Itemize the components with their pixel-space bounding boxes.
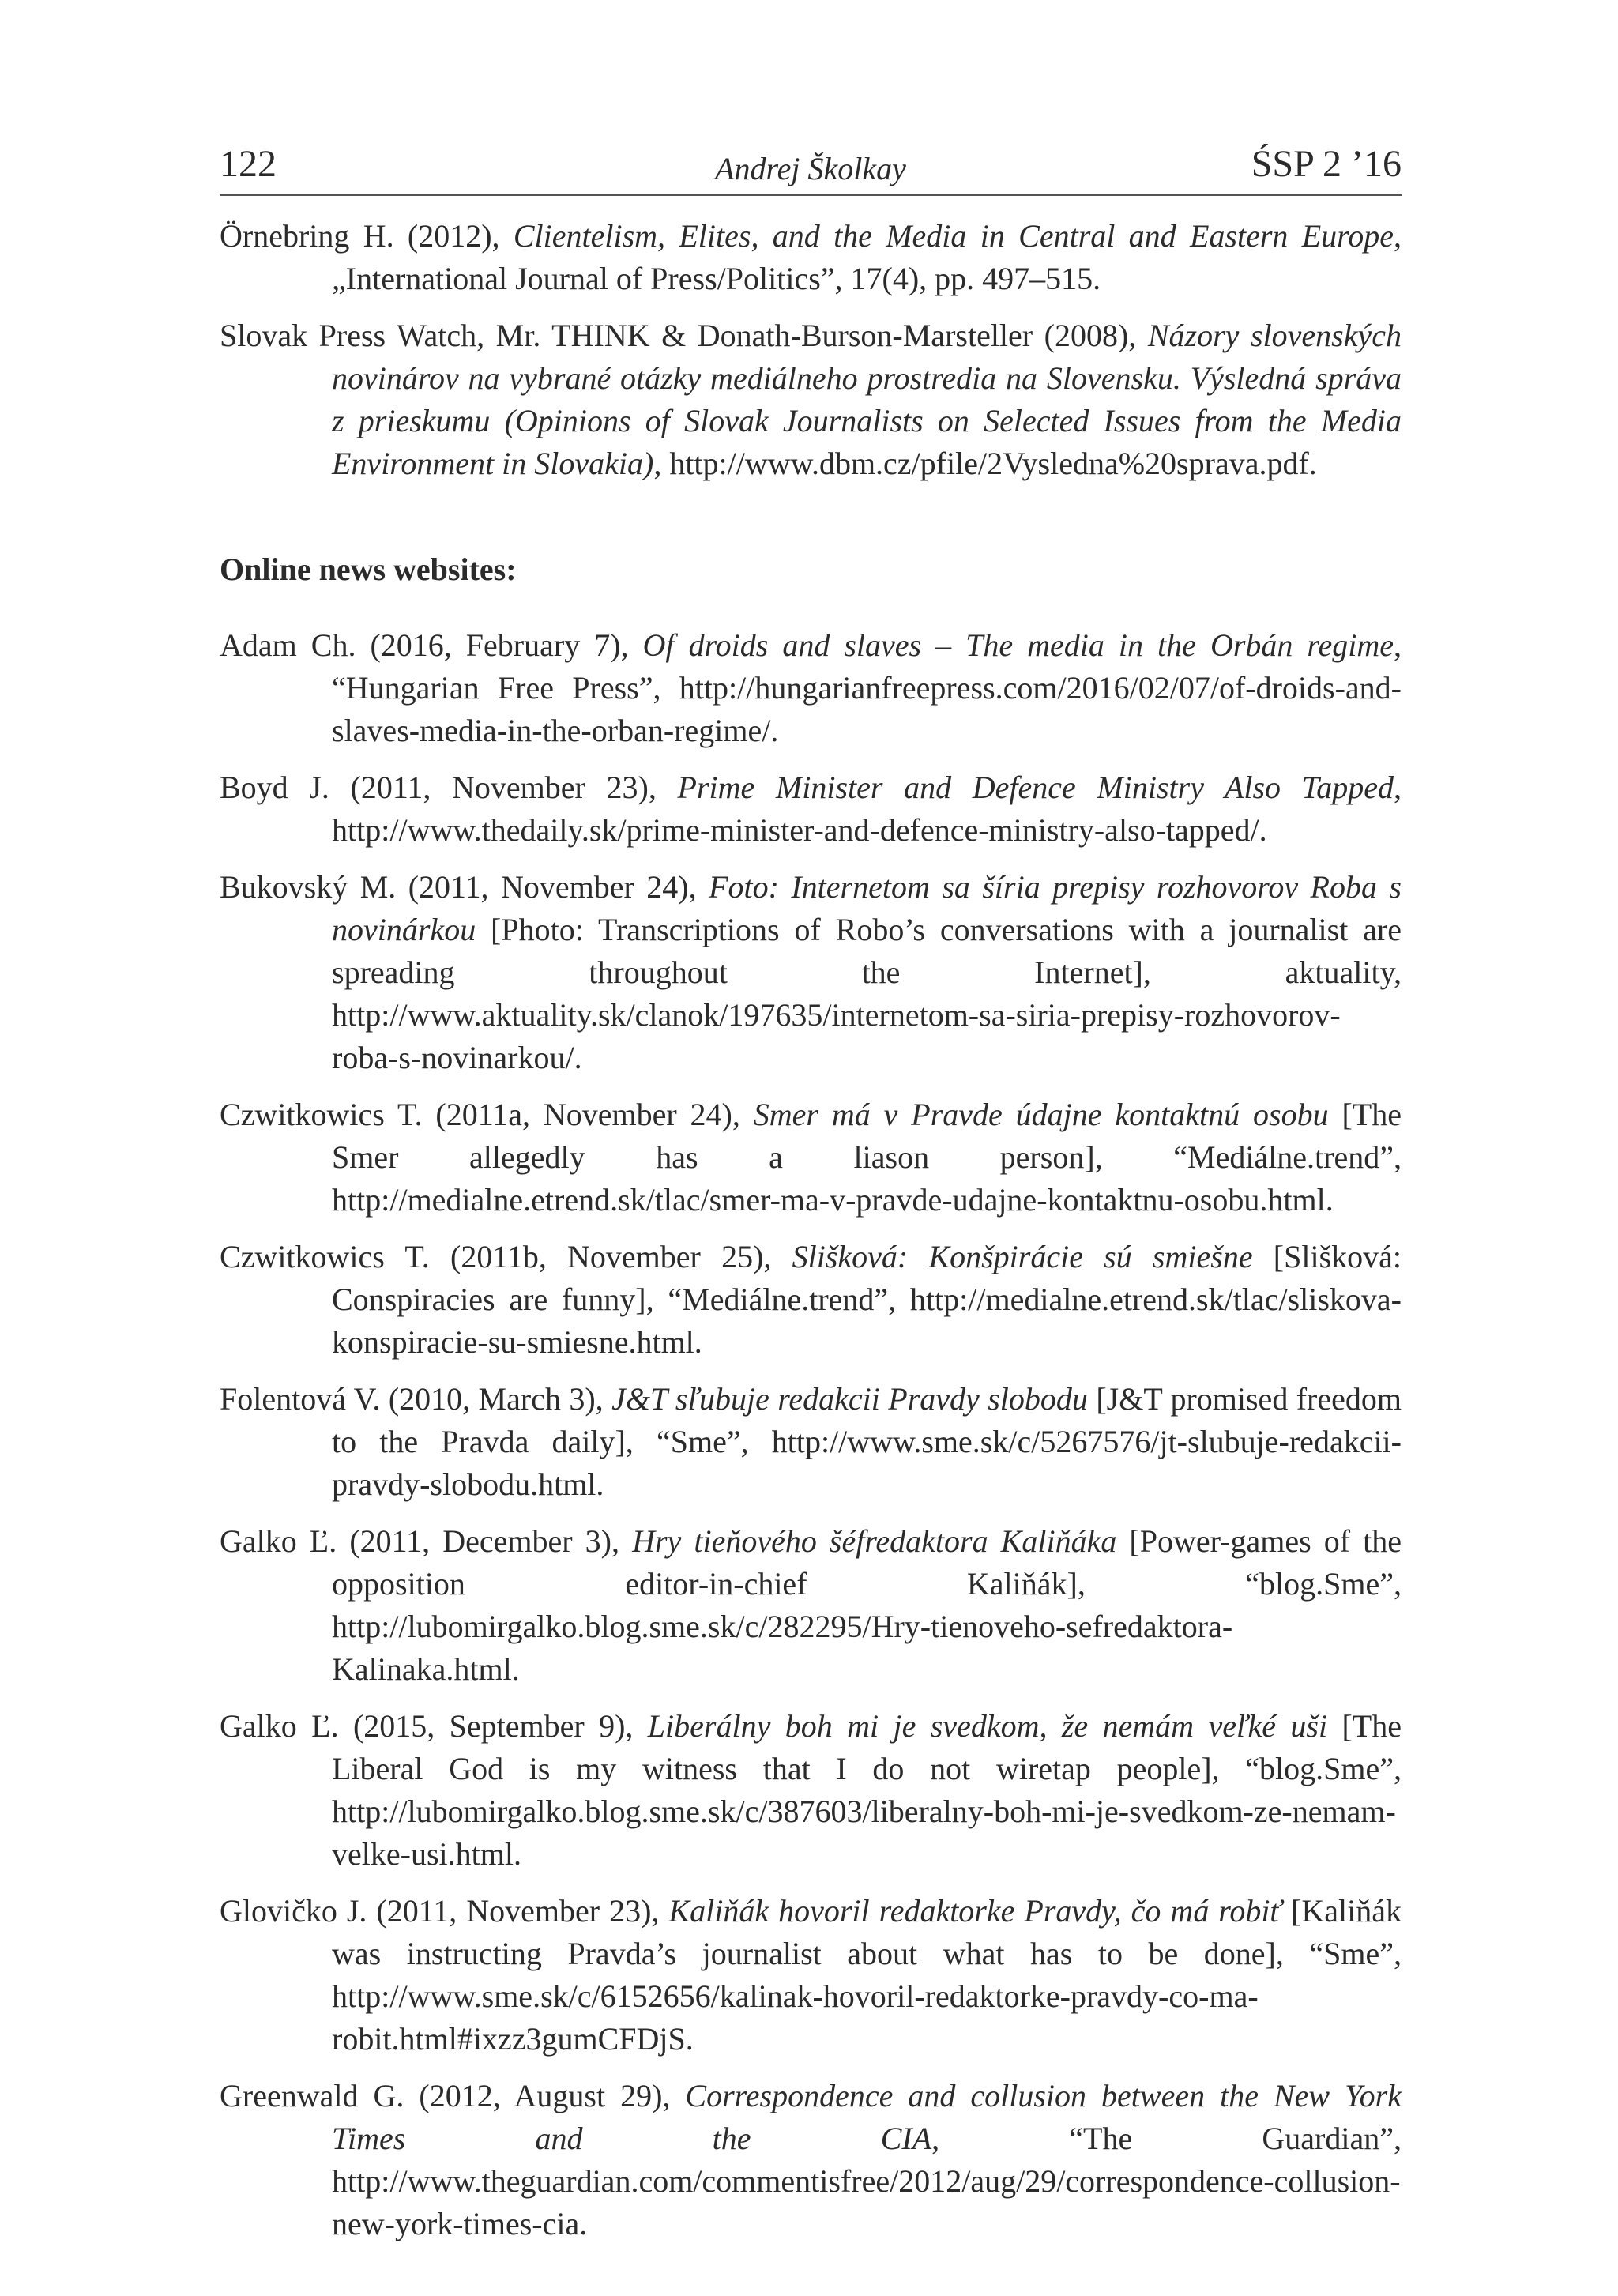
reference-title: Smer má v Pravde údajne kontaktnú osobu [753, 1097, 1329, 1132]
reference-details: [J&T promised freedom to the Pravda daily], “Sme”, http://www.sme.sk/c/5267576/jt-slubuje-redakcii-pravdy-slobodu.html. [332, 1381, 1402, 1502]
reference-details: [Power-games of the opposition editor-in-chief Kaliňák], “blog.Sme”, http://lubomirgalko.blog.sme.sk/c/282295/Hry-tienoveho-sefredaktora-Kalinaka.html. [332, 1523, 1402, 1687]
reference-author: Galko Ľ. (2015, September 9), [220, 1708, 648, 1744]
reference-item [220, 1378, 1402, 1506]
reference-item [220, 215, 1402, 300]
reference-author: Folentová V. (2010, March 3), [220, 1381, 612, 1417]
reference-author: Bukovský M. (2011, November 24), [220, 869, 709, 905]
reference-title: Clientelism, Elites, and the Media in Central and Eastern Europe [513, 218, 1394, 254]
reference-item [220, 1236, 1402, 1364]
reference-item [220, 1520, 1402, 1691]
reference-author: Czwitkowics T. (2011a, November 24), [220, 1097, 754, 1132]
reference-item [220, 866, 1402, 1079]
reference-details: , http://www.thedaily.sk/prime-minister-and-defence-ministry-also-tapped/. [332, 770, 1402, 848]
reference-item [220, 314, 1402, 485]
reference-item [220, 1890, 1402, 2061]
document-page [220, 142, 1402, 2260]
reference-author: Czwitkowics T. (2011b, November 25), [220, 1239, 792, 1274]
reference-details: , “The Guardian”, http://www.theguardian.com/commentisfree/2012/aug/29/correspondence-collusion-new-york-times-cia. [332, 2121, 1402, 2241]
reference-details: [Photo: Transcriptions of Robo’s conversations with a journalist are spreading throughout the Internet], aktuality, http://www.aktuality.sk/clanok/197635/internetom-sa-siria-prepisy-rozhovorov-roba-s-novinarkou/. [332, 912, 1402, 1075]
reference-title: Slišková: Konšpirácie sú smiešne [792, 1239, 1253, 1274]
reference-title: Liberálny boh mi je svedkom, že nemám veľké uši [647, 1708, 1328, 1744]
reference-item [220, 2075, 1402, 2245]
journal-issue-label: ŚSP 2 ’16 [1251, 143, 1402, 185]
reference-item [220, 766, 1402, 852]
reference-title: Prime Minister and Defence Ministry Also Tapped [677, 770, 1394, 805]
reference-details: , “Hungarian Free Press”, http://hungarianfreepress.com/2016/02/07/of-droids-and- slaves-media-in-the-orban-regime/. [332, 627, 1402, 748]
reference-author: Adam Ch. (2016, February 7), [220, 627, 643, 663]
reference-author: Boyd J. (2011, November 23), [220, 770, 678, 805]
reference-details: , http://www.dbm.cz/pfile/2Vysledna%20sprava.pdf. [653, 446, 1317, 481]
reference-details: [The Smer allegedly has a liason person], “Mediálne.trend”, http://medialne.etrend.sk/tlac/smer-ma-v-pravde-udajne-kontaktnu-osobu.html. [332, 1097, 1402, 1218]
reference-details: [The Liberal God is my witness that I do not wiretap people], “blog.Sme”, http://lubomirgalko.blog.sme.sk/c/387603/liberalny-boh-mi-je-svedkom-ze-nemam-velke-usi.html. [332, 1708, 1402, 1872]
reference-details: , „International Journal of Press/Politics”, 17(4), pp. 497–515. [332, 218, 1402, 296]
reference-title: Correspondence and collusion between the New York Times and the CIA [332, 2078, 1402, 2156]
page-number: 122 [220, 143, 277, 185]
reference-item [220, 1705, 1402, 1876]
reference-title: Kaliňák hovoril redaktorke Pravdy, čo má robiť [668, 1893, 1282, 1929]
reference-title: Názory slovenských novinárov na vybrané otázky mediálneho prostredia na Slovensku. Výsledná správa z prieskumu (Opinions of Slovak Journalists on Selected Issues from the Media Environment in Slovakia) [332, 318, 1402, 481]
reference-title: Of droids and slaves – The media in the Orbán regime [642, 627, 1394, 663]
reference-author: Greenwald G. (2012, August 29), [220, 2078, 686, 2113]
reference-author: Galko Ľ. (2011, December 3), [220, 1523, 633, 1559]
reference-author: Glovičko J. (2011, November 23), [220, 1893, 669, 1929]
reference-list [220, 215, 1402, 485]
reference-title: Hry tieňového šéfredaktora Kaliňáka [632, 1523, 1117, 1559]
reference-title: Foto: Internetom sa šíria prepisy rozhovorov Roba s novinárkou [332, 869, 1402, 947]
reference-details: [Slišková: Conspiracies are funny], “Mediálne.trend”, http://medialne.etrend.sk/tlac/sliskova-konspiracie-su-smiesne.html. [332, 1239, 1402, 1360]
section-heading: Online news websites: [220, 551, 517, 587]
reference-title: J&T sľubuje redakcii Pravdy slobodu [611, 1381, 1088, 1417]
reference-item [220, 1093, 1402, 1221]
online-reference-list [220, 624, 1402, 2245]
running-header [220, 142, 1402, 196]
reference-details: [Kaliňák was instructing Pravda’s journalist about what has to be done], “Sme”, http://www.sme.sk/c/6152656/kalinak-hovoril-redaktorke-pravdy-co-ma-robit.html#ixzz3gumCFDjS. [332, 1893, 1402, 2057]
running-header-author: Andrej Školkay [715, 151, 906, 186]
reference-item [220, 624, 1402, 752]
reference-author: Slovak Press Watch, Mr. THINK & Donath-Burson-Marsteller (2008), [220, 318, 1148, 353]
reference-author: Örnebring H. (2012), [220, 218, 514, 254]
